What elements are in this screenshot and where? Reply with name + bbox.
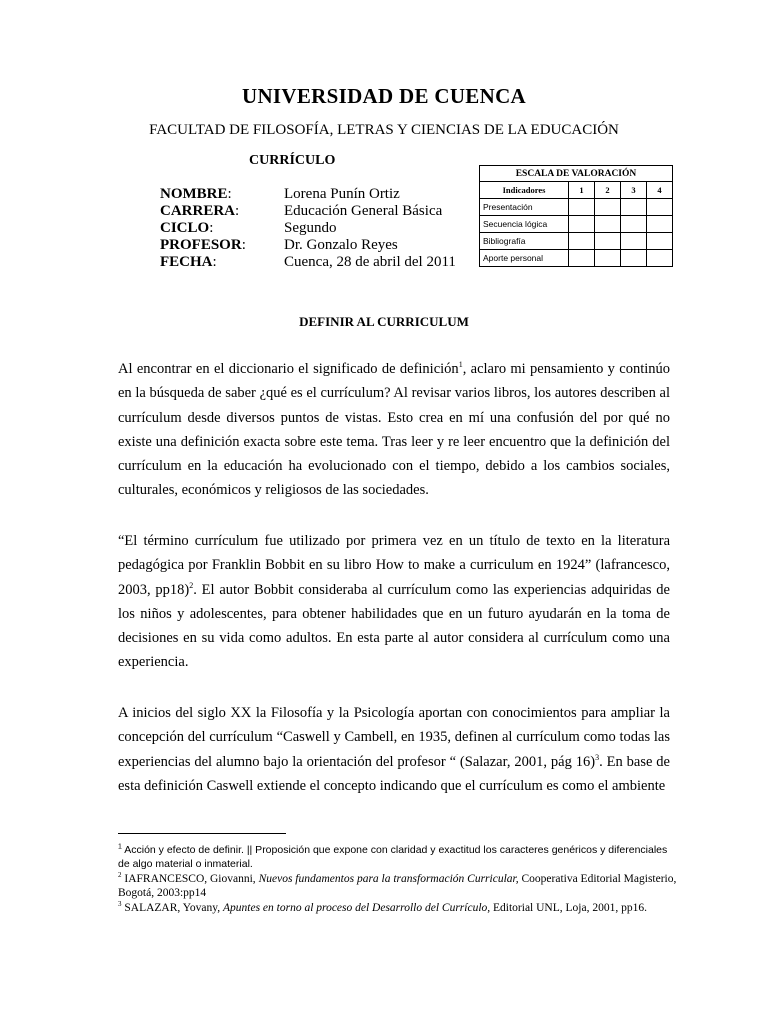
footnote-3 [118,901,678,915]
footnote-2 [118,872,678,900]
footnote-number: 1 [118,843,122,851]
footnote-number: 2 [118,871,122,880]
column-header-3: 3 [621,182,647,199]
paragraph-text: Al encontrar en el diccionario el significado de definición [118,361,459,377]
footnote-separator [118,833,286,834]
paragraph-1 [118,357,670,503]
rating-scale-table [479,165,673,267]
info-value: Cuenca, 28 de abril del 2011 [284,254,456,270]
info-value: Segundo [284,220,337,236]
footnote-text: Cooperativa Editorial Magisterio, Bogotá, 2003:pp14 [118,873,677,899]
paragraph-3 [118,701,670,798]
column-header-2: 2 [595,182,621,199]
table-row [480,216,673,233]
footnote-ref[interactable]: 2 [189,580,194,590]
score-cell [647,199,673,216]
document-type: CURRÍCULO [249,153,336,168]
indicator-cell: Presentación [480,199,569,216]
footnote-1 [118,843,678,871]
score-cell [621,216,647,233]
table-row [480,250,673,267]
score-cell [569,216,595,233]
indicator-cell: Aporte personal [480,250,569,267]
score-cell [569,233,595,250]
footnote-number: 3 [118,900,122,909]
indicator-cell: Bibliografía [480,233,569,250]
info-label: FECHA [160,254,213,270]
score-cell [569,250,595,267]
rating-table-title: ESCALA DE VALORACIÓN [480,166,673,182]
footnote-text: Acción y efecto de definir. || Proposición que expone con claridad y exactitud los caracteres genéricos y diferenciales de algo material o inmaterial. [118,844,668,870]
section-title: DEFINIR AL CURRICULUM [299,314,469,329]
footnote-text: SALAZAR, Yovany, [121,902,223,914]
score-cell [647,250,673,267]
score-cell [595,199,621,216]
score-cell [621,199,647,216]
score-cell [621,250,647,267]
student-info: NOMBRE: Lorena Punín Ortiz CARRERA: Educación General Básica CICLO: Segundo PROFESOR: Dr. Gonzalo Reyes FECHA: Cuenca, 28 de abril del 2011 [160,186,456,270]
column-header-indicators: Indicadores [480,182,569,199]
footnote-ref[interactable]: 1 [458,360,463,370]
score-cell [647,233,673,250]
paragraph-text: . En base de esta definición Caswell extiende el concepto indicando que el currículum es como el ambiente [118,753,670,794]
info-value: Educación General Básica [284,203,443,219]
paragraph-text: , aclaro mi pensamiento y continúo en la búsqueda de saber ¿qué es el currículum? Al revisar varios libros, los autores describen al currículum desde diversos puntos de vistas. Esto crea en mí una confusión del por qué no existe una definición exacta sobre este tema. Tras leer y re leer encuentro que la definición del currículum en la educación ha evolucionado con el tiempo, debido a los cambios sociales, culturales, económicos y religiosos de las sociedades. [118,361,670,499]
paragraph-text: . El autor Bobbit consideraba al currículum como las experiencias adquiridas de los niños y adolescentes, para obtener habilidades que en un futuro ayudarán en la toma de decisiones en su vida como adultos. En esta parte al autor considera al currículum como una experiencia. [118,581,670,671]
score-cell [595,250,621,267]
paragraph-text: “El término currículum fue utilizado por primera vez en un título de texto en la literatura pedagógica por Franklin Bobbit en su libro How to make a curriculum en 1924” (lafrancesco, 2003, pp18) [118,533,670,598]
info-value: Lorena Punín Ortiz [284,186,400,202]
footnote-ref[interactable]: 3 [595,752,600,762]
column-header-4: 4 [647,182,673,199]
info-label: NOMBRE [160,186,228,202]
indicator-cell: Secuencia lógica [480,216,569,233]
faculty-title: FACULTAD DE FILOSOFÍA, LETRAS Y CIENCIAS DE LA EDUCACIÓN [149,122,619,138]
footnote-book-title: Apuntes en torno al proceso del Desarrollo del Currículo, [223,902,491,914]
university-title: UNIVERSIDAD DE CUENCA [242,84,526,108]
column-header-1: 1 [569,182,595,199]
info-label: CICLO [160,220,210,236]
footnote-text: IAFRANCESCO, Giovanni, [121,873,259,885]
score-cell [595,233,621,250]
score-cell [569,199,595,216]
score-cell [595,216,621,233]
table-row [480,233,673,250]
footnote-text: Editorial UNL, Loja, 2001, pp16. [490,902,647,914]
footnote-book-title: Nuevos fundamentos para la transformación Curricular, [258,873,519,885]
info-label: CARRERA [160,203,235,219]
table-row [480,199,673,216]
info-value: Dr. Gonzalo Reyes [284,237,398,253]
paragraph-text: A inicios del siglo XX la Filosofía y la Psicología aportan con conocimientos para ampliar la concepción del currículum “Caswell y Cambell, en 1935, definen al currículum como todas las experiencias del alumno bajo la orientación del profesor “ (Salazar, 2001, pág 16) [118,705,670,770]
score-cell [621,233,647,250]
score-cell [647,216,673,233]
info-label: PROFESOR [160,237,242,253]
paragraph-2 [118,529,670,675]
